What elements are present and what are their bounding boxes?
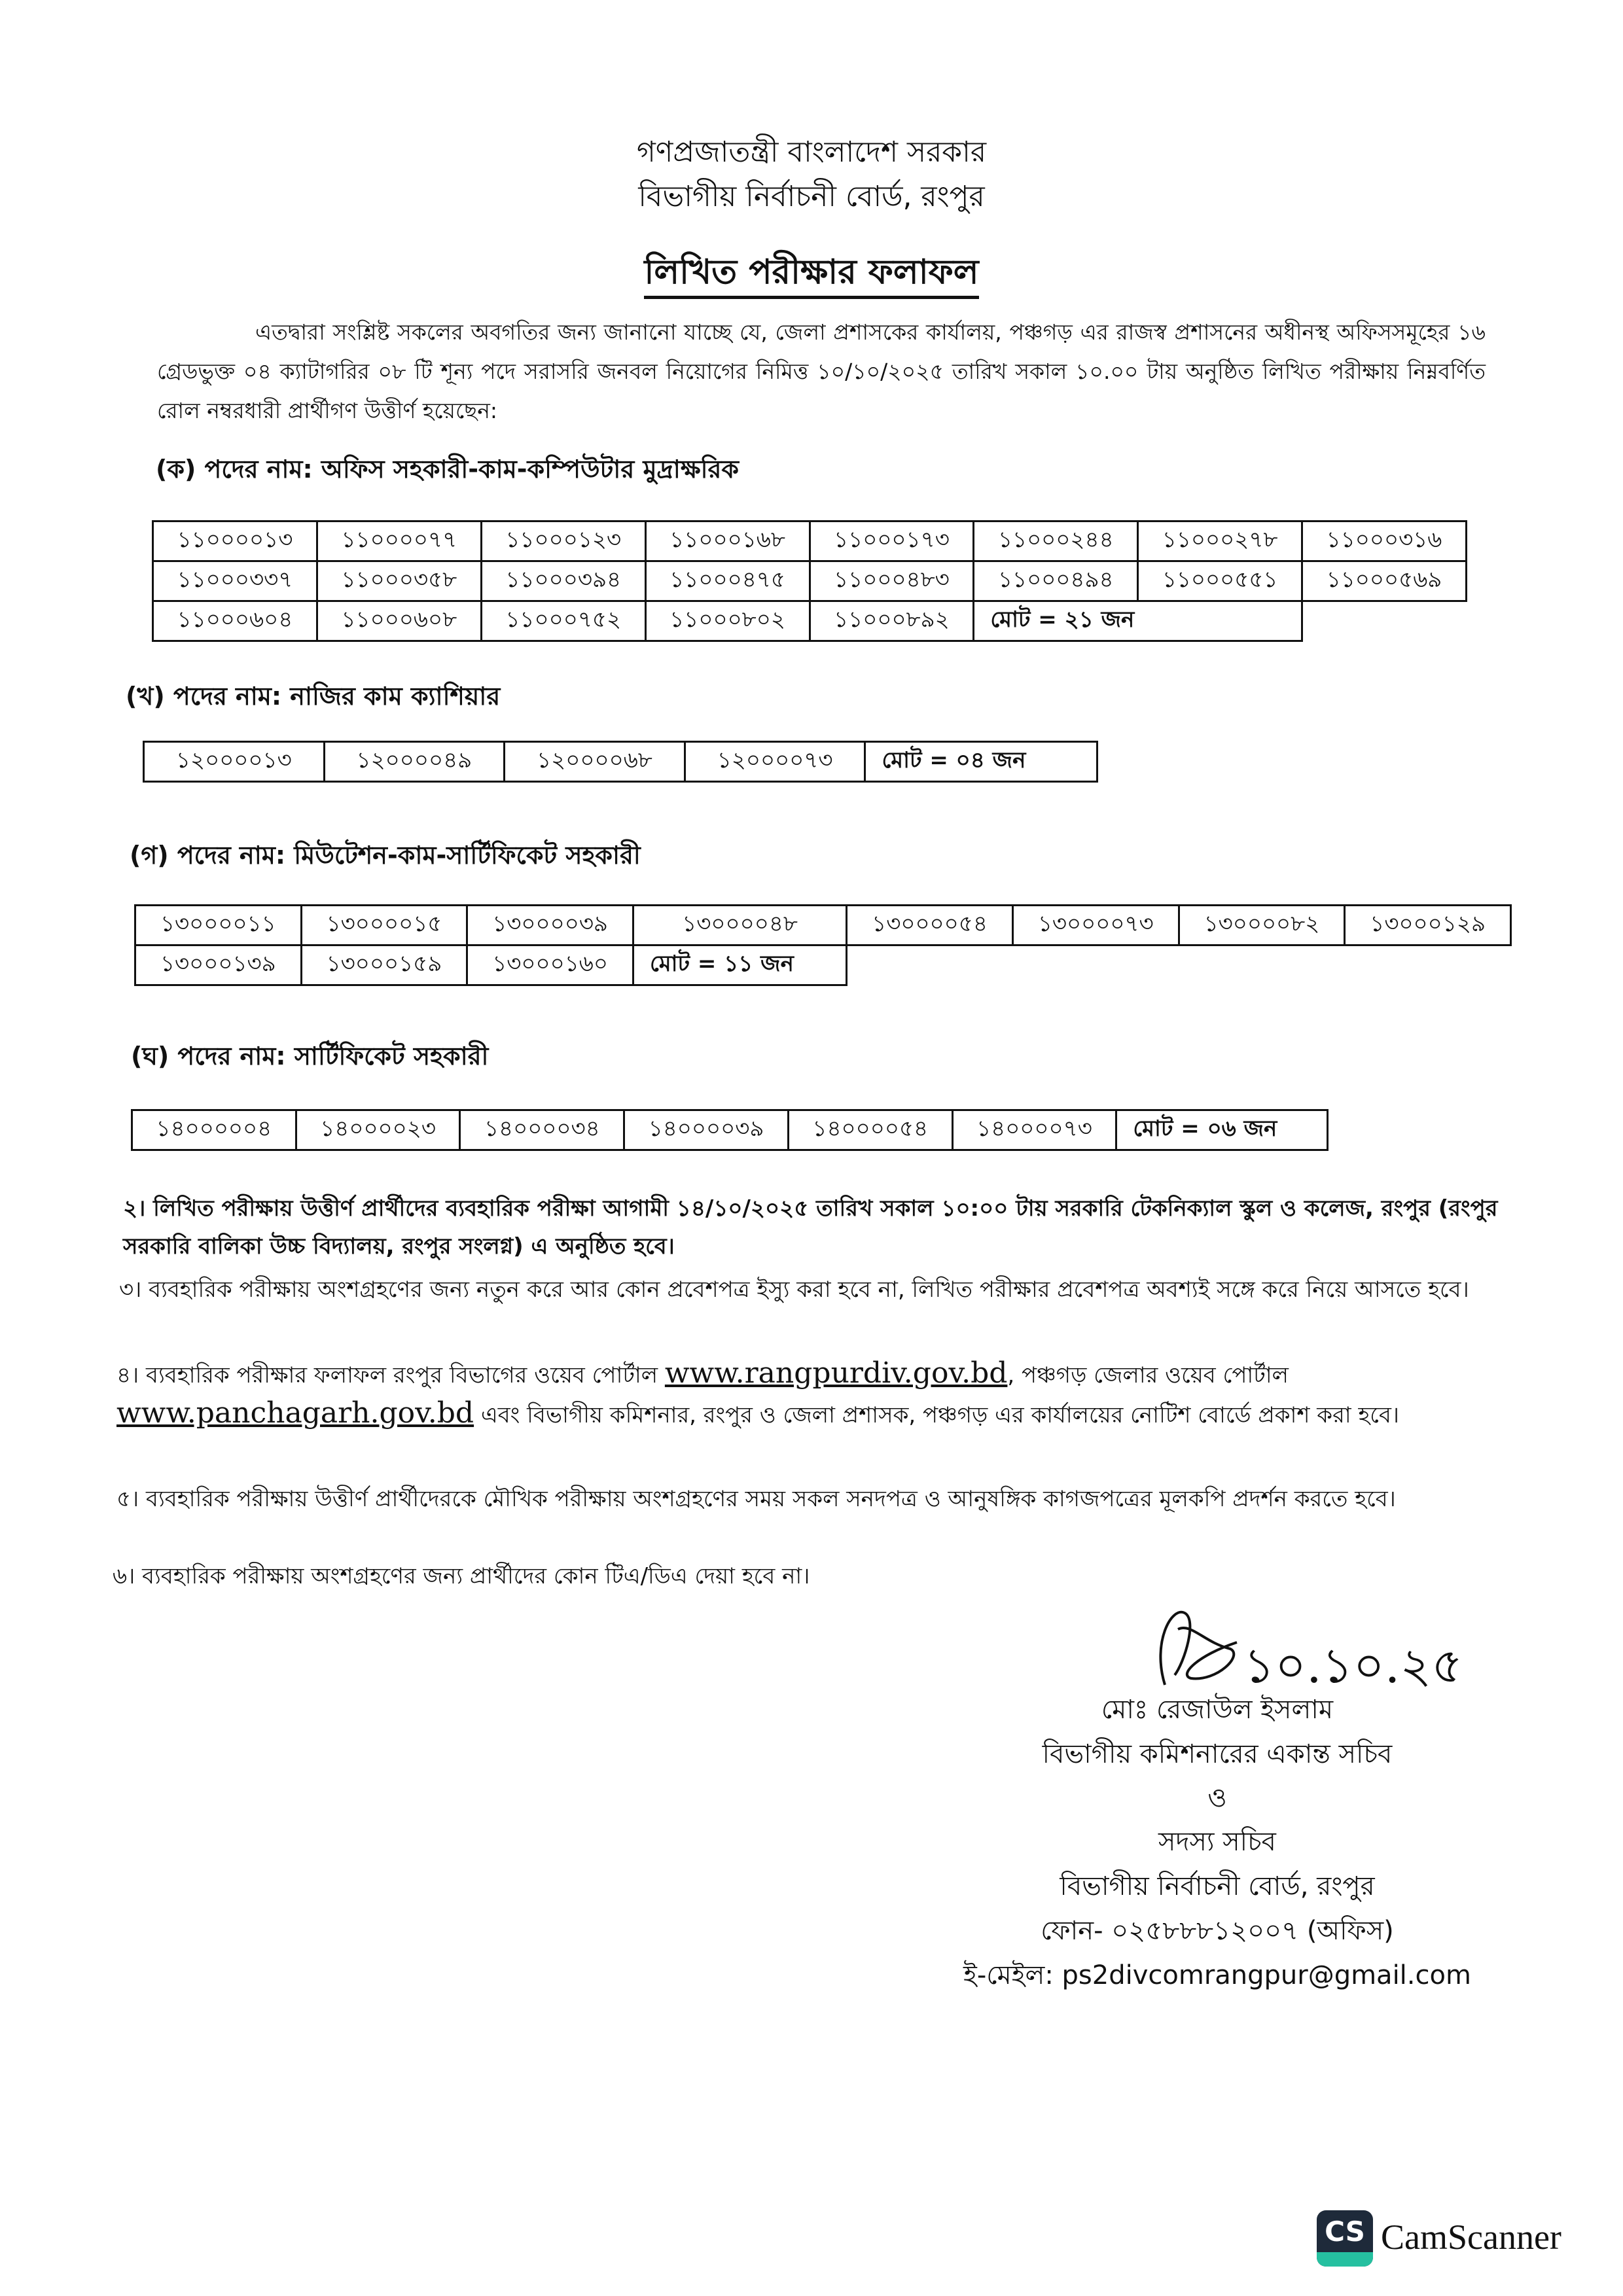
roll-cell: ১১০০০৩১৬ (1302, 521, 1467, 561)
roll-cell: ১৪০০০০৩৯ (624, 1110, 789, 1150)
intro-text: এতদ্বারা সংশ্লিষ্ট সকলের অবগতির জন্য জানানো যাচ্ছে যে, জেলা প্রশাসকের কার্যালয়, পঞ্চগড় এর রাজস্ব প্রশাসনের অধীনস্থ অফিসসমূহের ১৬ গ্রেডভুক্ত ০৪ ক্যাটাগরির ০৮ টি শূন্য পদে সরাসরি জনবল নিয়োগের নিমিত্ত ১০/১০/২০২৫ তারিখ সকাল ১০.০০ টায় অনুষ্ঠিত লিখিত পরীক্ষায় নিম্নবর্ণিত রোল নম্বরধারী প্রার্থীগণ উত্তীর্ণ হয়েছেন: (157, 319, 1486, 423)
signature-scribble (1139, 1603, 1257, 1695)
note-2: ২। লিখিত পরীক্ষায় উত্তীর্ণ প্রার্থীদের ব্যবহারিক পরীক্ষা আগামী ১৪/১০/২০২৫ তারিখ সকাল ১০:০০ টায় সরকারি টেকনিক্যাল স্কুল ও কলেজ, রংপুর (রংপুর সরকারি বালিকা উচ্চ বিদ্যালয়, রংপুর সংলগ্ন) এ অনুষ্ঠিত হবে। (123, 1195, 1498, 1260)
section-label-gha: (ঘ) পদের নাম: সার্টিফিকেট সহকারী (131, 1042, 489, 1070)
roll-cell: ১৩০০০০৮২ (1179, 906, 1345, 945)
roll-cell: ১১০০০৩৫৮ (317, 561, 481, 601)
roll-cell: ১১০০০২৭৮ (1138, 521, 1302, 561)
signatory-office: বিভাগীয় নির্বাচনী বোর্ড, রংপুর (1060, 1871, 1375, 1901)
total-cell: মোট = ১১ জন (633, 945, 846, 985)
roll-cell: ১১০০০৭৫২ (481, 601, 645, 641)
table-row (153, 521, 1467, 561)
board-name: বিভাগীয় নির্বাচনী বোর্ড, রংপুর (638, 180, 985, 213)
roll-cell: ১১০০০৫৫১ (1138, 561, 1302, 601)
roll-cell: ১১০০০৬০৮ (317, 601, 481, 641)
section-label-kha: (খ) পদের নাম: নাজির কাম ক্যাশিয়ার (126, 682, 501, 711)
table-row (135, 945, 1511, 985)
roll-cell: ১১০০০৫৬৯ (1302, 561, 1467, 601)
roll-cell: ১১০০০৩৩৭ (153, 561, 317, 601)
roll-cell: ১৪০০০০৫৪ (788, 1110, 952, 1150)
roll-cell: ১৪০০০০৩৪ (460, 1110, 624, 1150)
roll-cell: ১৩০০০০১৫ (301, 906, 467, 945)
roll-cell: ১৩০০০০৭৩ (1012, 906, 1179, 945)
roll-cell: ১৩০০০০৩৯ (467, 906, 633, 945)
total-cell: মোট = ২১ জন (974, 601, 1302, 641)
section-label-ka: (ক) পদের নাম: অফিস সহকারী-কাম-কম্পিউটার মুদ্রাক্ষরিক (156, 455, 739, 484)
roll-table-ka (152, 520, 1467, 642)
note-5: ৫। ব্যবহারিক পরীক্ষায় উত্তীর্ণ প্রার্থীদেরকে মৌখিক পরীক্ষায় অংশগ্রহণের সময় সকল সনদপত্র ও আনুষঙ্গিক কাগজপত্রের মূলকপি প্রদর্শন করতে হবে। (116, 1486, 1396, 1512)
roll-table-ga (134, 904, 1512, 986)
panchagarh-link[interactable]: www.panchagarh.gov.bd (116, 1396, 474, 1430)
note-6: ৬। ব্যবহারিক পরীক্ষায় অংশগ্রহণের জন্য প্রার্থীদের কোন টিএ/ডিএ দেয়া হবে না। (113, 1563, 810, 1589)
note-4-text-b: , পঞ্চগড় জেলার ওয়েব পোর্টাল (1007, 1362, 1289, 1388)
roll-cell: ১২০০০০৭৩ (685, 742, 865, 782)
note-4-text-a: ৪। ব্যবহারিক পরীক্ষার ফলাফল রংপুর বিভাগের ওয়েব পোর্টাল (116, 1362, 658, 1388)
roll-cell: ১২০০০০১৩ (144, 742, 325, 782)
roll-cell: ১১০০০৪৭৫ (645, 561, 810, 601)
signatory-and: ও (1207, 1783, 1227, 1813)
roll-cell: ১২০০০০৪৯ (324, 742, 505, 782)
camscanner-logo-bar (1317, 2252, 1373, 2267)
roll-cell: ১৩০০০১২৯ (1345, 906, 1511, 945)
table-row (132, 1110, 1328, 1150)
section-label-ga: (গ) পদের নাম: মিউটেশন-কাম-সার্টিফিকেট সহকারী (130, 841, 641, 870)
total-cell: মোট = ০৪ জন (865, 742, 1097, 782)
govt-name: গণপ্রজাতন্ত্রী বাংলাদেশ সরকার (636, 135, 987, 169)
roll-cell: ১১০০০০৭৭ (317, 521, 481, 561)
signatory-designation-1: বিভাগীয় কমিশনারের একান্ত সচিব (1042, 1739, 1393, 1769)
roll-cell: ১১০০০১৬৮ (645, 521, 810, 561)
page-title-text: লিখিত পরীক্ষার ফলাফল (644, 253, 978, 299)
intro-paragraph (157, 313, 1486, 431)
roll-cell: ১১০০০৪৯৪ (974, 561, 1138, 601)
roll-table-gha (131, 1109, 1329, 1151)
roll-cell: ১১০০০০১৩ (153, 521, 317, 561)
roll-cell: ১৪০০০০৭৩ (952, 1110, 1116, 1150)
table-row (153, 561, 1467, 601)
roll-cell: ১৩০০০০৪৮ (633, 906, 846, 945)
roll-cell: ১১০০০১২৩ (481, 521, 645, 561)
signature-date: ১০.১০.২৫ (1243, 1638, 1463, 1694)
roll-cell: ১১০০০৮৯২ (810, 601, 974, 641)
roll-cell: ১৪০০০০২৩ (296, 1110, 460, 1150)
signatory-phone: ফোন- ০২৫৮৮৮১২০০৭ (অফিস) (1041, 1916, 1394, 1946)
table-row (144, 742, 1097, 782)
roll-cell: ১১০০০৩৯৪ (481, 561, 645, 601)
camscanner-logo-icon (1317, 2210, 1373, 2267)
table-row (135, 906, 1511, 945)
rangpurdiv-link[interactable]: www.rangpurdiv.gov.bd (664, 1356, 1008, 1390)
roll-cell: ১৩০০০১৫৯ (301, 945, 467, 985)
signatory-designation-2: সদস্য সচিব (1158, 1827, 1276, 1857)
roll-cell: ১১০০০৮০২ (645, 601, 810, 641)
roll-cell: ১১০০০৪৮৩ (810, 561, 974, 601)
roll-cell: ১৪০০০০০৪ (132, 1110, 296, 1150)
roll-cell: ১৩০০০০১১ (135, 906, 302, 945)
roll-cell: ১১০০০১৭৩ (810, 521, 974, 561)
note-3: ৩। ব্যবহারিক পরীক্ষায় অংশগ্রহণের জন্য নতুন করে আর কোন প্রবেশপত্র ইস্যু করা হবে না, লিখিত পরীক্ষার প্রবেশপত্র অবশ্যই সঙ্গে করে নিয়ে আসতে হবে। (119, 1277, 1469, 1303)
note-4 (116, 1354, 1517, 1434)
signatory-name: মোঃ রেজাউল ইসলাম (1101, 1695, 1334, 1725)
camscanner-logo-text: CS (1325, 2216, 1365, 2248)
roll-table-kha (143, 741, 1098, 783)
table-row (153, 601, 1467, 641)
roll-cell: ১৩০০০০৫৪ (847, 906, 1013, 945)
signatory-email: ই-মেইল: ps2divcomrangpur@gmail.com (963, 1960, 1471, 1990)
roll-cell: ১৩০০০১৬০ (467, 945, 633, 985)
total-cell: মোট = ০৬ জন (1116, 1110, 1328, 1150)
roll-cell: ১৩০০০১৩৯ (135, 945, 302, 985)
camscanner-brand: CamScanner (1381, 2217, 1561, 2257)
roll-cell: ১২০০০০৬৮ (505, 742, 685, 782)
roll-cell: ১১০০০৬০৪ (153, 601, 317, 641)
signature-icon (1139, 1603, 1257, 1695)
note-4-text-c: এবং বিভাগীয় কমিশনার, রংপুর ও জেলা প্রশাসক, পঞ্চগড় এর কার্যালয়ের নোটিশ বোর্ডে প্রকাশ করা হবে। (480, 1402, 1400, 1428)
roll-cell: ১১০০০২৪৪ (974, 521, 1138, 561)
page-title (0, 245, 1623, 302)
